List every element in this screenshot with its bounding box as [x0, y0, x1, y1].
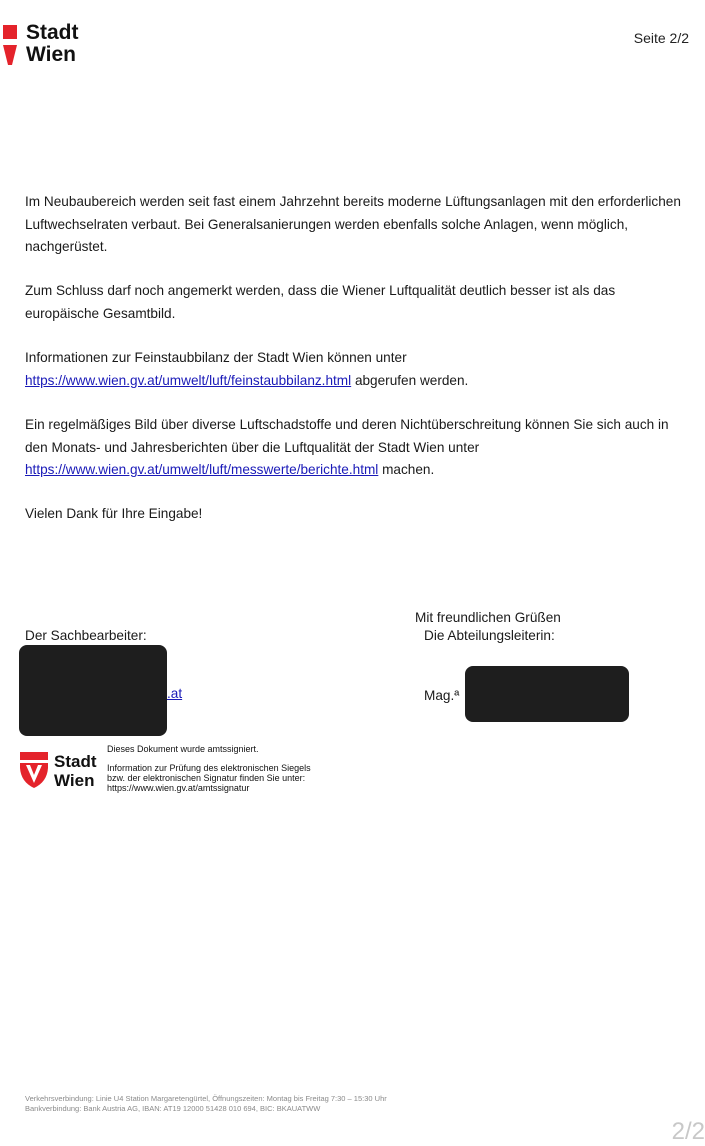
berichte-link[interactable]: https://www.wien.gv.at/umwelt/luft/messwerte/berichte.html	[25, 462, 379, 477]
footer	[25, 1094, 387, 1114]
wien-seal-shield-icon	[20, 752, 48, 788]
paragraph-feinstaubbilanz	[25, 347, 687, 392]
paragraph-berichte	[25, 414, 687, 482]
redacted-abteilungsleiterin-name	[465, 666, 629, 722]
thanks-text: Vielen Dank für Ihre Eingabe!	[25, 506, 203, 521]
page-corner-indicator: 2/2	[671, 1118, 705, 1145]
seal-logo-line2: Wien	[54, 771, 95, 790]
logo-line2: Wien	[26, 43, 76, 66]
page-number: Seite 2/2	[633, 30, 689, 46]
feinstaubbilanz-link[interactable]: https://www.wien.gv.at/umwelt/luft/feinstaubbilanz.html	[25, 372, 352, 388]
berichte-text-before: Ein regelmäßiges Bild über diverse Luftschadstoffe und deren Nichtüberschreitung können Sie sich auch in den Monats- und Jahresberichten über die Luftqualität der Stadt Wien unter	[25, 417, 669, 455]
title-prefix: Mag.ª	[424, 688, 460, 703]
seal-info-url: https://www.wien.gv.at/amtssignatur	[107, 783, 250, 793]
footer-line2: Bankverbindung: Bank Austria AG, IBAN: AT19 12000 51428 010 694, BIC: BKAUATWW	[25, 1104, 321, 1113]
seal-info-line1: Information zur Prüfung des elektronischen Siegels	[107, 763, 311, 773]
feinstaub-text-before: Informationen zur Feinstaubbilanz der Stadt Wien können unter	[25, 350, 407, 365]
seal-logo-line1: Stadt	[54, 752, 97, 771]
logo-wordmark	[26, 22, 79, 66]
seal-info-line2: bzw. der elektronischen Signatur finden Sie unter:	[107, 773, 306, 783]
footer-line1: Verkehrsverbindung: Linie U4 Station Margaretengürtel, Öffnungszeiten: Montag bis Freitag 7:30 – 15:30 Uhr	[25, 1094, 387, 1103]
paragraph-lueftung: Im Neubaubereich werden seit fast einem Jahrzehnt bereits moderne Lüftungsanlagen mit den erforderlichen Luftwechselraten verbaut. Bei Generalsanierungen werden ebenfalls solche Anlagen, wenn möglich, nachgerüstet.	[25, 194, 681, 254]
amtssignatur-seal	[20, 752, 110, 792]
paragraph-luftqualitaet: Zum Schluss darf noch angemerkt werden, dass die Wiener Luftqualität deutlich besser ist als das europäische Gesamtbild.	[25, 283, 616, 321]
stadt-wien-logo	[2, 22, 92, 70]
redacted-sachbearbeiter-name	[19, 645, 167, 736]
seal-signed-note: Dieses Dokument wurde amtssigniert.	[107, 744, 259, 754]
left-signatory-role: Der Sachbearbeiter:	[25, 628, 147, 643]
email-link-tail[interactable]: .at	[167, 686, 183, 701]
closing-greeting: Mit freundlichen Grüßen	[415, 610, 561, 625]
berichte-text-after: machen.	[382, 462, 435, 477]
wien-shield-icon	[2, 25, 18, 65]
feinstaub-text-after: abgerufen werden.	[354, 372, 469, 388]
logo-line1: Stadt	[26, 21, 79, 44]
right-signatory-role: Die Abteilungsleiterin:	[424, 628, 555, 643]
seal-wordmark	[54, 752, 97, 790]
